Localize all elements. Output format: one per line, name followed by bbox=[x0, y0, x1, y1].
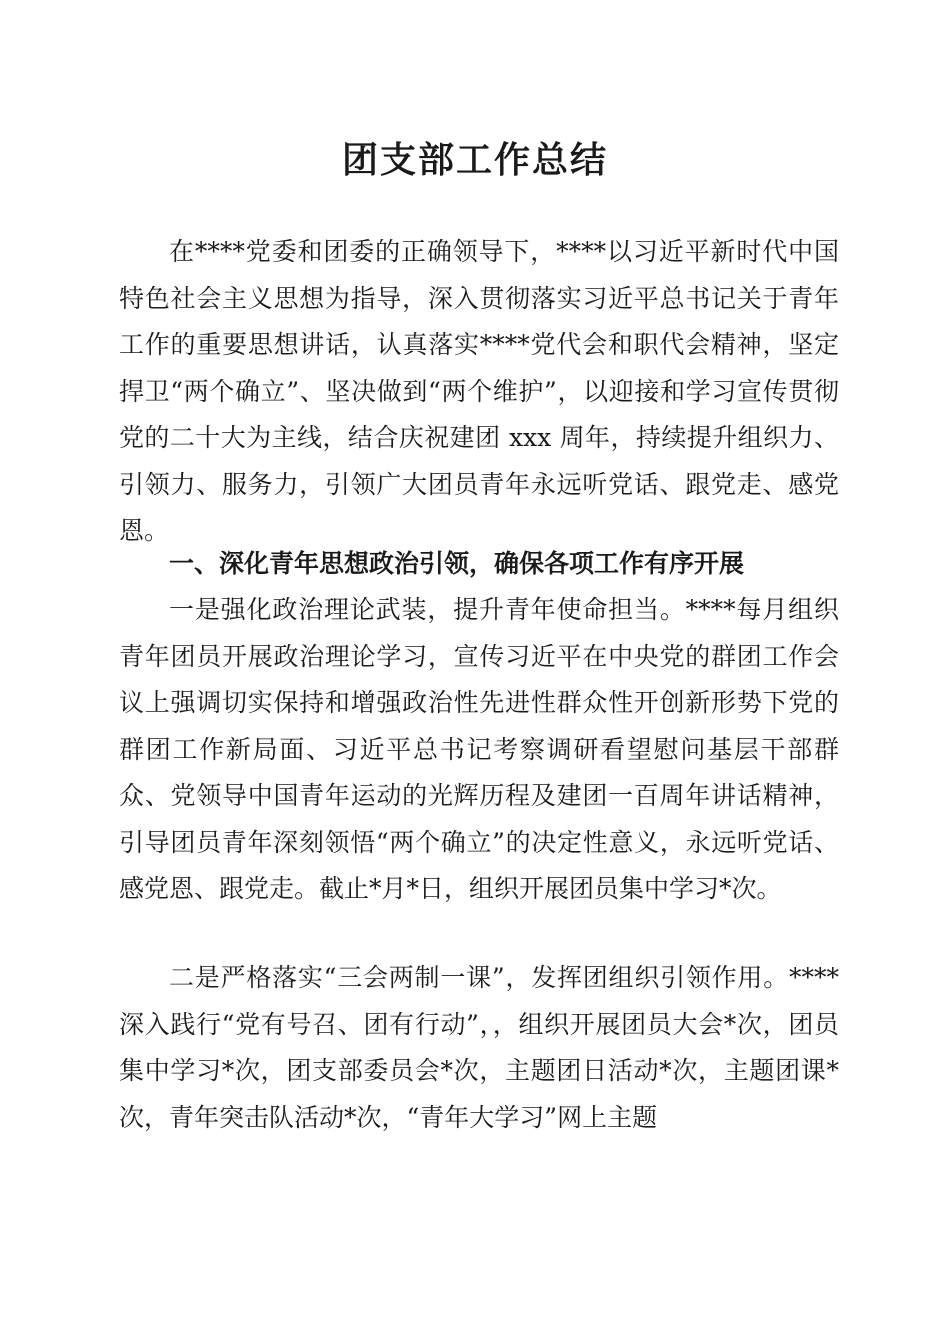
intro-paragraph: 在****党委和团委的正确领导下，****以习近平新时代中国特色社会主义思想为指导，深入贯彻落实习近平总书记关于青年工作的重要思想讲话，认真落实****党代会和职代会精神，坚定捍卫“两个确立”、坚决做到“两个维护”，以迎接和学习宣传贯彻党的二十大为主线，结合庆祝建团 xxx 周年，持续提升组织力、引领力、服务力，引领广大团员青年永远听党话、跟党走、感党恩。 bbox=[119, 237, 839, 545]
section-heading-1: 一、深化青年思想政治引领，确保各项工作有序开展 bbox=[169, 549, 745, 578]
paragraph-1: 一是强化政治理论武装，提升青年使命担当。****每月组织青年团员开展政治理论学习，宣传习近平在中央党的群团工作会议上强调切实保持和增强政治性先进性群众性开创新形势下党的群团工作新局面、习近平总书记考察调研看望慰问基层干部群众、党领导中国青年运动的光辉历程及建团一百周年讲话精神，引导团员青年深刻领悟“两个确立”的决定性意义，永远听党话、感党恩、跟党走。截止*月*日，组织开展团员集中学习*次。 bbox=[119, 595, 839, 903]
document-title: 团支部工作总结 bbox=[341, 139, 608, 181]
paragraph-2: 二是严格落实“三会两制一课”，发挥团组织引领作用。****深入践行“党有号召、团有行动”，，组织开展团员大会*次，团员集中学习*次，团支部委员会*次，主题团日活动*次，主题团课*次，青年突击队活动*次，“青年大学习”网上主题 bbox=[119, 963, 839, 1132]
